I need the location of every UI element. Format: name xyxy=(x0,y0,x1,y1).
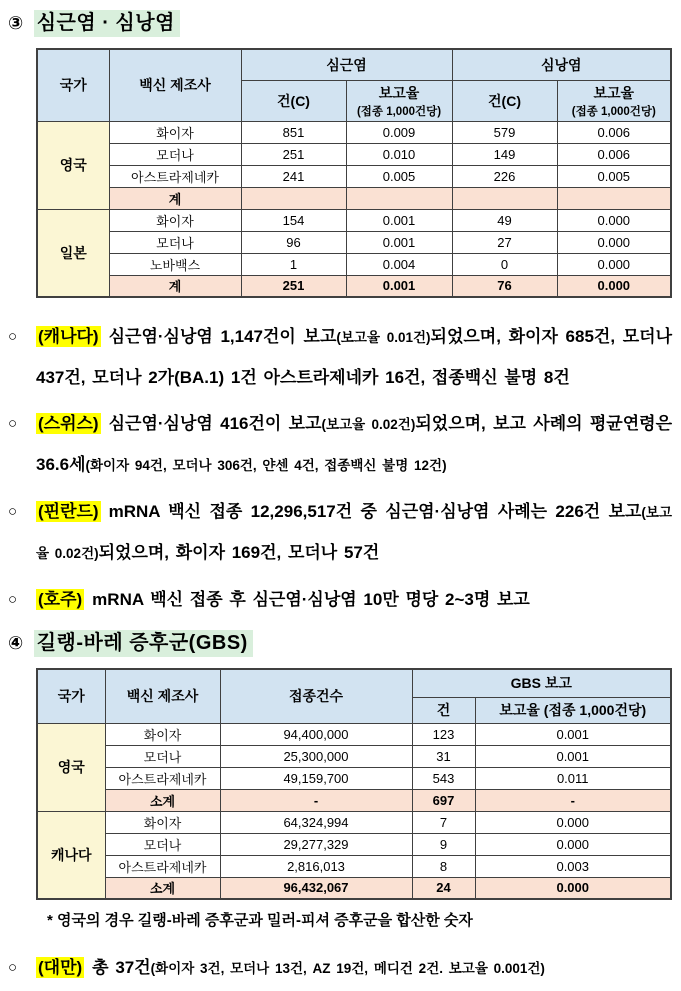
bullet-taiwan xyxy=(8,948,672,989)
total-value-cell: 0.000 xyxy=(557,275,671,297)
value-cell: 0.000 xyxy=(557,209,671,231)
header-rate: 보고율 (접종 1,000건당) xyxy=(475,697,671,723)
total-value-cell: 251 xyxy=(241,275,346,297)
table-row xyxy=(37,253,671,275)
country-tag: (캐나다) xyxy=(38,327,99,346)
section3-heading xyxy=(8,8,681,38)
maker-cell: 모더나 xyxy=(109,231,241,253)
total-value-cell xyxy=(346,187,452,209)
maker-cell: 노바백스 xyxy=(109,253,241,275)
total-value-cell: - xyxy=(220,789,412,811)
country-cell: 영국 xyxy=(37,121,109,209)
bullet-text-small: (보고율 0.01건) xyxy=(336,330,431,345)
value-cell: 94,400,000 xyxy=(220,723,412,745)
bullet-canada xyxy=(8,317,672,398)
value-cell: 0.001 xyxy=(475,745,671,767)
total-value-cell xyxy=(241,187,346,209)
section4-heading xyxy=(8,628,681,658)
header-rate-line1: 보고율 xyxy=(378,84,420,101)
total-label-cell: 계 xyxy=(109,187,241,209)
table-row xyxy=(37,811,671,833)
value-cell: 2,816,013 xyxy=(220,855,412,877)
section4-title: 길랭-바레 증후군(GBS) xyxy=(34,630,253,657)
country-tag: (호주) xyxy=(38,590,83,609)
total-value-cell: 76 xyxy=(452,275,557,297)
maker-cell: 아스트라제네카 xyxy=(105,767,220,789)
total-label-cell: 소계 xyxy=(105,789,220,811)
total-row xyxy=(37,789,671,811)
bullet-text-small: (보고율 0.02건) xyxy=(321,417,416,432)
circle-bullet-icon: ○ xyxy=(8,415,18,432)
table-row xyxy=(37,231,671,253)
maker-cell: 모더나 xyxy=(105,745,220,767)
bullet-australia xyxy=(8,580,672,620)
value-cell: 49 xyxy=(452,209,557,231)
value-cell: 0.005 xyxy=(557,165,671,187)
value-cell: 543 xyxy=(412,767,475,789)
value-cell: 0.005 xyxy=(346,165,452,187)
value-cell: 64,324,994 xyxy=(220,811,412,833)
country-tag: (대만) xyxy=(38,958,83,977)
value-cell: 25,300,000 xyxy=(220,745,412,767)
header-gbs-report: GBS 보고 xyxy=(412,669,671,697)
value-cell: 579 xyxy=(452,121,557,143)
header-rate xyxy=(346,80,452,121)
gbs-table xyxy=(36,668,672,900)
table-row xyxy=(37,165,671,187)
bullet-text: 되었으며, 화이자 169건, 모더나 57건 xyxy=(98,543,380,562)
header-cases: 건 xyxy=(412,697,475,723)
value-cell: 31 xyxy=(412,745,475,767)
header-manufacturer: 백신 제조사 xyxy=(105,669,220,723)
value-cell: 8 xyxy=(412,855,475,877)
value-cell: 9 xyxy=(412,833,475,855)
maker-cell: 화이자 xyxy=(109,121,241,143)
bullet-text-small: (보고율 0.02건) xyxy=(36,505,672,561)
value-cell: 0.003 xyxy=(475,855,671,877)
value-cell: 123 xyxy=(412,723,475,745)
maker-cell: 모더나 xyxy=(105,833,220,855)
value-cell: 49,159,700 xyxy=(220,767,412,789)
total-value-cell: 697 xyxy=(412,789,475,811)
maker-cell: 화이자 xyxy=(105,811,220,833)
country-tag: (스위스) xyxy=(38,414,99,433)
value-cell: 0.006 xyxy=(557,143,671,165)
bullet-text: 되었으며, 보고 사례의 평균연령은 36.6세 xyxy=(36,414,672,474)
table-row xyxy=(37,723,671,745)
value-cell: 0.001 xyxy=(346,209,452,231)
table-row xyxy=(37,143,671,165)
table-row xyxy=(37,767,671,789)
table1-header-row1 xyxy=(37,49,671,80)
value-cell: 0.011 xyxy=(475,767,671,789)
total-value-cell: 96,432,067 xyxy=(220,877,412,899)
value-cell: 251 xyxy=(241,143,346,165)
total-row xyxy=(37,187,671,209)
circle-bullet-icon: ○ xyxy=(8,959,18,976)
bullet-text-small: (화이자 3건, 모더나 13건, AZ 19건, 메디건 2건. 보고율 0.001건) xyxy=(150,961,545,976)
table2-header-row1 xyxy=(37,669,671,697)
table-row xyxy=(37,121,671,143)
circle-bullet-icon: ○ xyxy=(8,591,18,608)
header-rate-line2: (접종 1,000건당) xyxy=(356,105,442,118)
table-row xyxy=(37,833,671,855)
total-row xyxy=(37,877,671,899)
value-cell: 0.000 xyxy=(475,811,671,833)
total-value-cell: 24 xyxy=(412,877,475,899)
bullet-list xyxy=(8,317,672,620)
value-cell: 226 xyxy=(452,165,557,187)
value-cell: 0.000 xyxy=(475,833,671,855)
circle-bullet-icon: ○ xyxy=(8,328,18,345)
value-cell: 0.001 xyxy=(346,231,452,253)
total-value-cell: - xyxy=(475,789,671,811)
section4-number: ④ xyxy=(8,633,24,653)
header-rate-line2: (접종 1,000건당) xyxy=(571,105,656,118)
bullet-text: 심근염·심낭염 1,147건이 보고 xyxy=(108,327,337,346)
total-row xyxy=(37,275,671,297)
total-value-cell: 0.001 xyxy=(346,275,452,297)
value-cell: 241 xyxy=(241,165,346,187)
header-cases: 건(C) xyxy=(452,80,557,121)
value-cell: 851 xyxy=(241,121,346,143)
header-country: 국가 xyxy=(37,669,105,723)
value-cell: 7 xyxy=(412,811,475,833)
header-manufacturer: 백신 제조사 xyxy=(109,49,241,121)
value-cell: 0.000 xyxy=(557,231,671,253)
total-value-cell xyxy=(452,187,557,209)
table-footnote: * 영국의 경우 길랭-바레 증후군과 밀러-피셔 증후군을 합산한 숫자 xyxy=(47,912,473,929)
header-myocarditis: 심근염 xyxy=(241,49,452,80)
table-row xyxy=(37,745,671,767)
total-value-cell: 0.000 xyxy=(475,877,671,899)
total-label-cell: 계 xyxy=(109,275,241,297)
country-cell: 캐나다 xyxy=(37,811,105,899)
value-cell: 27 xyxy=(452,231,557,253)
maker-cell: 화이자 xyxy=(109,209,241,231)
country-tag: (핀란드) xyxy=(38,502,99,521)
header-doses: 접종건수 xyxy=(220,669,412,723)
bullet-text: mRNA 백신 접종 후 심근염·심낭염 10만 명당 2~3명 보고 xyxy=(92,590,530,609)
value-cell: 0.006 xyxy=(557,121,671,143)
value-cell: 29,277,329 xyxy=(220,833,412,855)
section3-title: 심근염 · 심낭염 xyxy=(34,10,180,37)
bullet-finland xyxy=(8,492,672,574)
value-cell: 96 xyxy=(241,231,346,253)
bullet-text: 총 37건 xyxy=(92,958,151,977)
value-cell: 0 xyxy=(452,253,557,275)
table-row xyxy=(37,855,671,877)
maker-cell: 모더나 xyxy=(109,143,241,165)
maker-cell: 아스트라제네카 xyxy=(105,855,220,877)
country-cell: 일본 xyxy=(37,209,109,297)
maker-cell: 화이자 xyxy=(105,723,220,745)
value-cell: 149 xyxy=(452,143,557,165)
section3-number: ③ xyxy=(8,13,24,33)
bullet-text: 되었으며, 화이자 685건, 모더나 437건, 모더나 2가(BA.1) 1건 아스트라제네카 16건, 접종백신 불명 8건 xyxy=(36,327,672,387)
myocarditis-pericarditis-table xyxy=(36,48,672,298)
value-cell: 154 xyxy=(241,209,346,231)
country-cell: 영국 xyxy=(37,723,105,811)
table-row xyxy=(37,209,671,231)
bullet-text: mRNA 백신 접종 12,296,517건 중 심근염·심낭염 사례는 226건 보고 xyxy=(108,502,642,521)
header-cases: 건(C) xyxy=(241,80,346,121)
header-country: 국가 xyxy=(37,49,109,121)
taiwan-bullet-wrap xyxy=(8,948,672,989)
value-cell: 0.004 xyxy=(346,253,452,275)
value-cell: 0.010 xyxy=(346,143,452,165)
header-pericarditis: 심낭염 xyxy=(452,49,671,80)
circle-bullet-icon: ○ xyxy=(8,503,18,520)
header-rate-line1: 보고율 xyxy=(593,84,635,101)
bullet-switzerland xyxy=(8,404,672,486)
value-cell: 0.000 xyxy=(557,253,671,275)
total-value-cell xyxy=(557,187,671,209)
header-rate xyxy=(557,80,671,121)
value-cell: 1 xyxy=(241,253,346,275)
bullet-text-small: (화이자 94건, 모더나 306건, 얀센 4건, 접종백신 불명 12건) xyxy=(85,458,447,473)
bullet-text: 심근염·심낭염 416건이 보고 xyxy=(108,414,322,433)
maker-cell: 아스트라제네카 xyxy=(109,165,241,187)
value-cell: 0.001 xyxy=(475,723,671,745)
value-cell: 0.009 xyxy=(346,121,452,143)
total-label-cell: 소계 xyxy=(105,877,220,899)
